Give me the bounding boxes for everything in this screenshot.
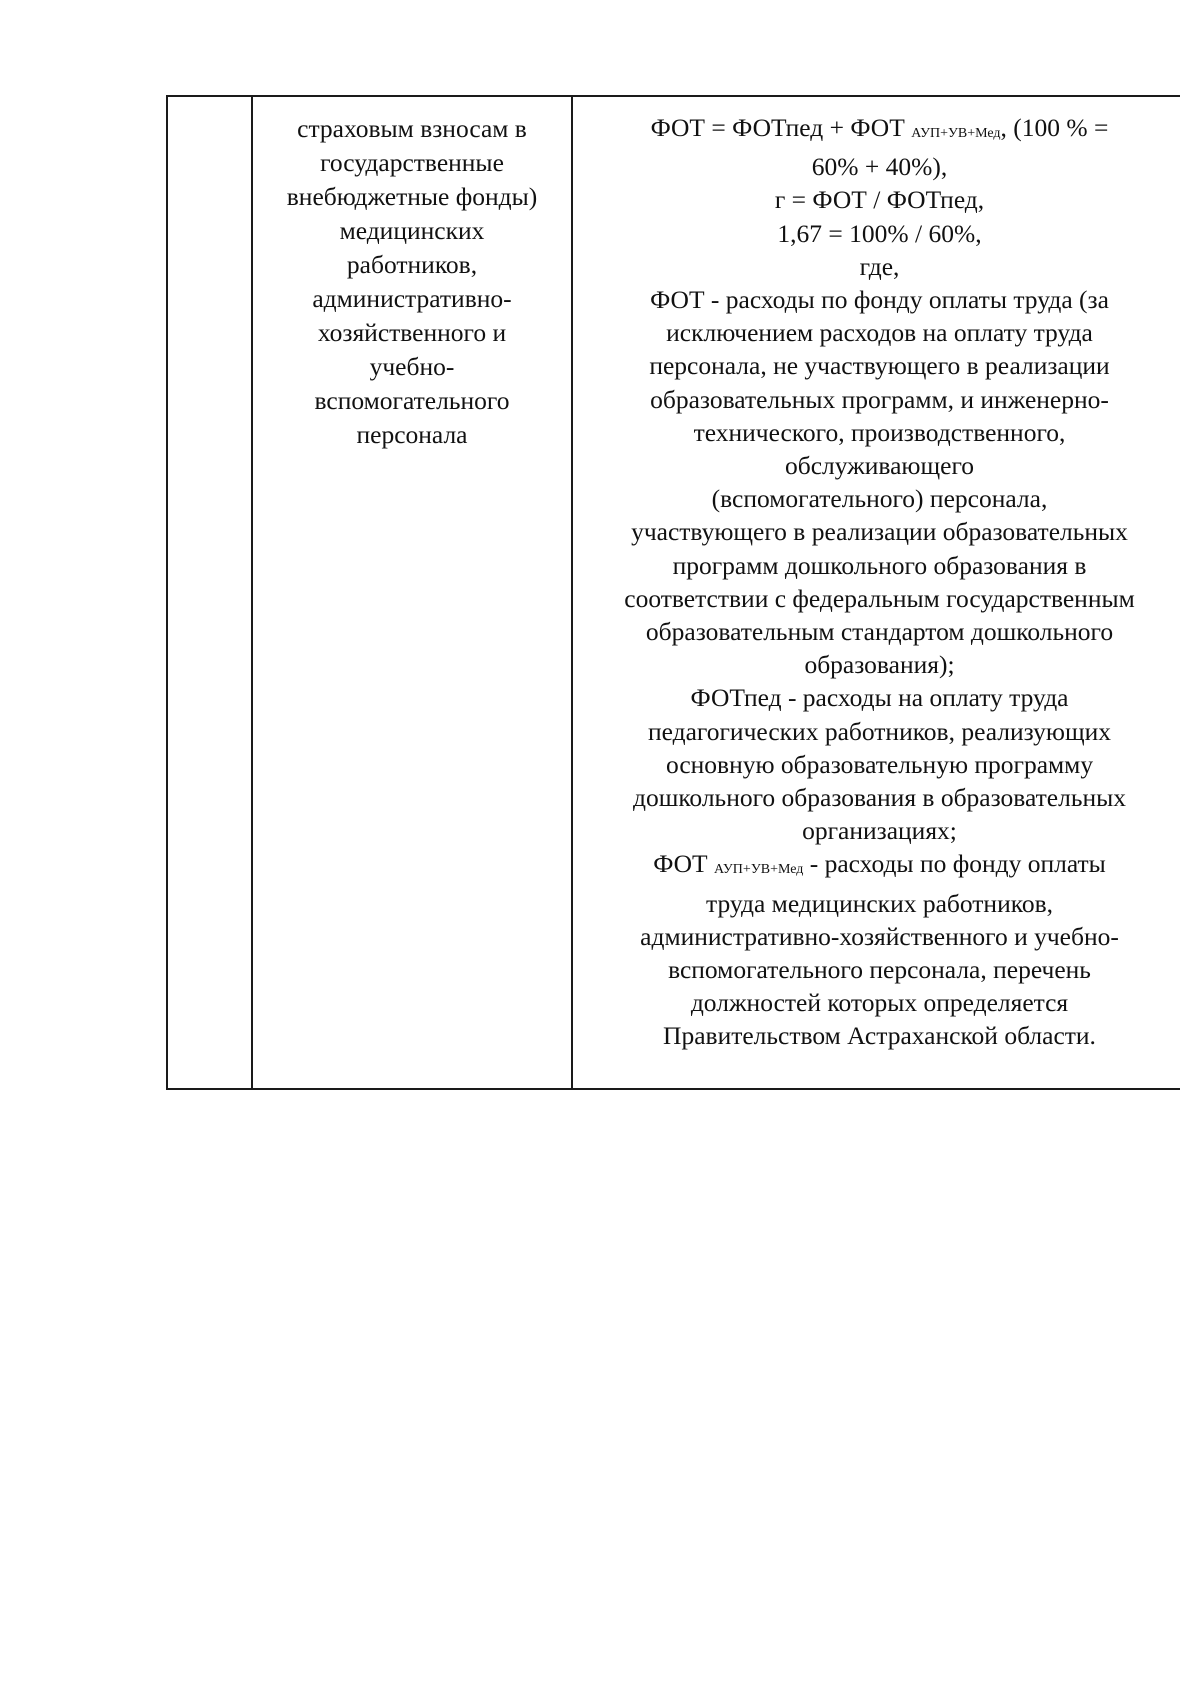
- fot-definition-line: (вспомогательного) персонала,: [711, 484, 1048, 514]
- name-line: внебюджетные фонды): [286, 182, 538, 211]
- fot-definition-line: участвующего в реализации образовательных: [631, 517, 1128, 547]
- fotped-definition-line: организациях;: [802, 816, 957, 846]
- fot-definition-line: образования);: [804, 650, 955, 680]
- fotped-definition-line: основную образовательную программу: [665, 749, 1094, 779]
- fotped-definition-line: педагогических работников, реализующих: [647, 716, 1112, 746]
- name-line: вспомогательного: [314, 386, 510, 415]
- fotaup-definition-line: административно-хозяйственного и учебно-: [640, 921, 1119, 951]
- document-table: [166, 95, 1180, 1090]
- fot-definition-line: исключением расходов на оплату труда: [666, 318, 1093, 348]
- fotaup-definition-line: должностей которых определяется: [690, 988, 1069, 1018]
- fot-definition-line: персонала, не участвующего в реализации: [649, 351, 1110, 381]
- name-line: страховым взносам в: [297, 114, 527, 143]
- formula-line: ФОТ = ФОТпед + ФОТ $_{АУП+УВ+Мед}$, (100 % =: [650, 113, 1109, 142]
- fot-definition-line: образовательным стандартом дошкольного: [645, 617, 1114, 647]
- indicator-name-cell: [253, 97, 573, 1088]
- fot-definition-line: ФОТ - расходы по фонду оплаты труда (за: [650, 285, 1109, 315]
- row-number-cell: [168, 97, 253, 1088]
- fotaup-definition-line: ФОТ $_{АУП+УВ+Мед}$ - расходы по фонду оплаты: [653, 849, 1106, 879]
- formula-line: где,: [859, 251, 900, 281]
- fot-definition-line: образовательных программ, и инженерно-: [650, 384, 1109, 414]
- fot-definition-line: соответствии с федеральным государственным: [624, 583, 1135, 613]
- fotaup-subscript: АУП+УВ+Мед: [714, 862, 804, 878]
- formula-line: 1,67 = 100% / 60%,: [777, 218, 982, 248]
- name-line: административно-: [312, 284, 512, 313]
- fot-definition-line: обслуживающего: [784, 451, 975, 481]
- fot-definition-line: программ дошкольного образования в: [672, 550, 1087, 580]
- name-line: учебно-: [369, 352, 455, 381]
- name-line: медицинских: [339, 216, 485, 245]
- name-line: персонала: [356, 420, 468, 449]
- formula-description-cell: [573, 97, 1180, 1088]
- fotaup-definition-line: Правительством Астраханской области.: [663, 1021, 1096, 1051]
- fotped-definition-line: ФОТпед - расходы на оплату труда: [690, 683, 1069, 713]
- fotaup-definition-line: вспомогательного персонала, перечень: [668, 955, 1091, 985]
- fot-definition-line: технического, производственного,: [693, 417, 1066, 447]
- fotped-definition-line: дошкольного образования в образовательных: [632, 783, 1127, 813]
- formula-subscript: АУП+УВ+Мед: [911, 126, 1001, 141]
- name-line: работников,: [346, 250, 478, 279]
- name-line: хозяйственного и: [317, 318, 507, 347]
- formula-line: г = ФОТ / ФОТпед,: [774, 185, 985, 215]
- fotaup-definition-line: труда медицинских работников,: [706, 888, 1053, 918]
- name-line: государственные: [320, 148, 504, 177]
- formula-line: 60% + 40%),: [811, 152, 948, 182]
